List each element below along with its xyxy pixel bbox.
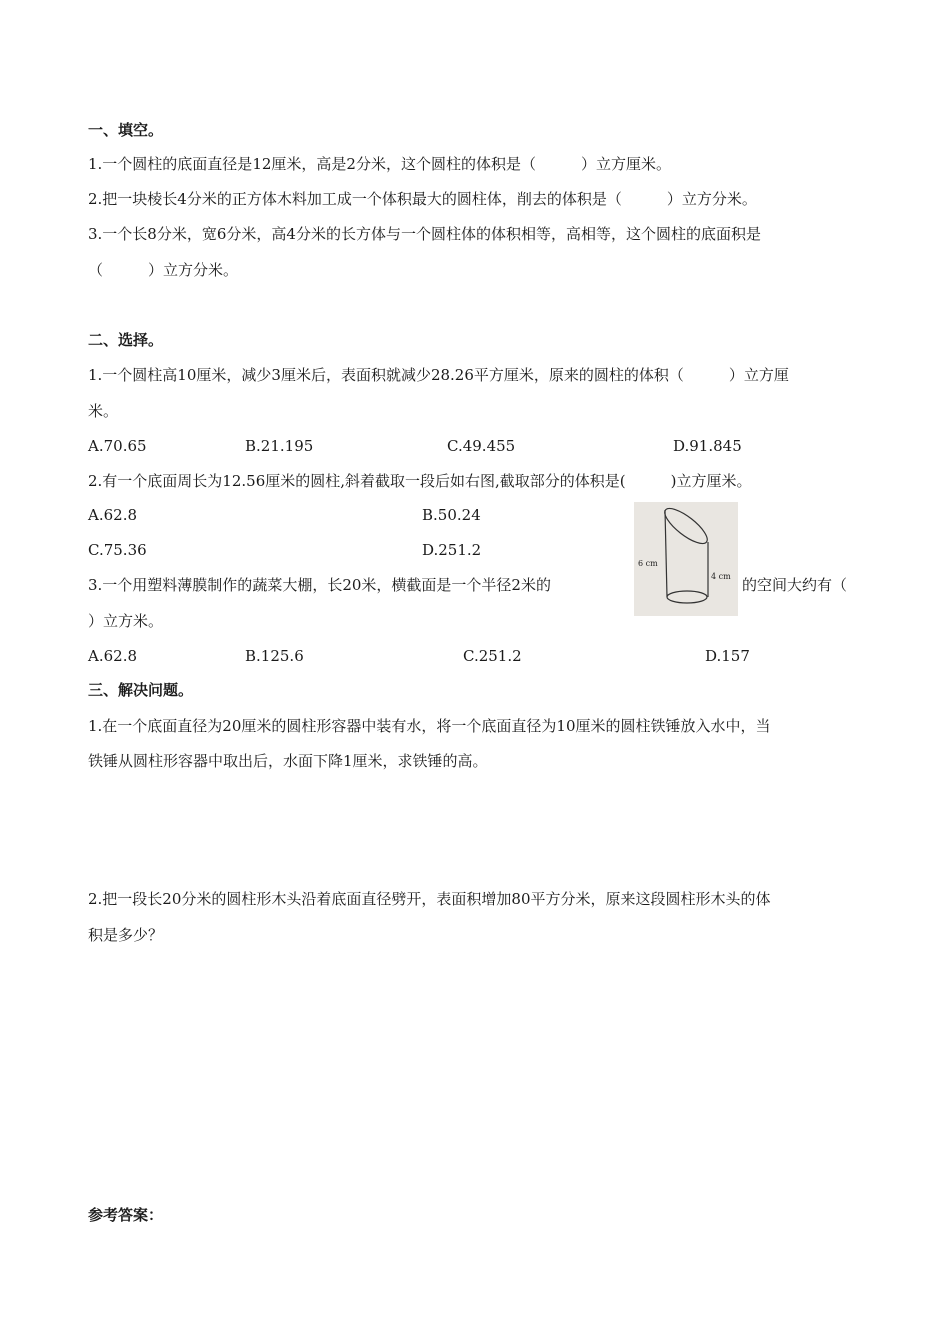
fill-blank-question-3-line-1: 3.一个长8分米，宽6分米，高4分米的长方体与一个圆柱体的体积相等，高相等，这个圆柱的底面积是 (88, 225, 761, 243)
choice-q3-option-c: C.251.2 (463, 647, 522, 665)
choice-q2-option-b: B.50.24 (422, 506, 481, 524)
choice-q1-option-d: D.91.845 (673, 437, 742, 455)
choice-q2-option-c: C.75.36 (88, 541, 147, 559)
choice-question-3-line-1b: 的空间大约有（ (742, 576, 848, 594)
choice-q1-option-a: A.70.65 (88, 437, 147, 455)
choice-q2-option-d: D.251.2 (422, 541, 482, 559)
fill-blank-question-1: 1.一个圆柱的底面直径是12厘米，高是2分米，这个圆柱的体积是（ ）立方厘米。 (88, 155, 671, 173)
choice-question-2-line-1: 2.有一个底面周长为12.56厘米的圆柱,斜着截取一段后如右图,截取部分的体积是( )立方厘米。 (88, 472, 752, 490)
choice-question-3-line-1a: 3.一个用塑料薄膜制作的蔬菜大棚，长20米，横截面是一个半径2米的 (88, 576, 551, 594)
section-heading-solve: 三、解决问题。 (88, 681, 194, 699)
solve-question-2-line-1: 2.把一段长20分米的圆柱形木头沿着底面直径劈开，表面积增加80平方分米，原来这段圆柱形木头的体 (88, 890, 771, 908)
choice-question-1-line-2: 米。 (88, 402, 119, 420)
solve-question-1-line-2: 铁锤从圆柱形容器中取出后，水面下降1厘米，求铁锤的高。 (88, 752, 488, 770)
choice-question-1-line-1: 1.一个圆柱高10厘米，减少3厘米后，表面积就减少28.26平方厘米，原来的圆柱的体积（ ）立方厘 (88, 366, 789, 384)
choice-q1-option-b: B.21.195 (245, 437, 314, 455)
figure-label-4cm: 4 cm (711, 572, 731, 581)
section-heading-fill-blank: 一、填空。 (88, 121, 164, 139)
choice-q3-option-a: A.62.8 (88, 647, 137, 665)
choice-question-3-line-2: ）立方米。 (88, 612, 164, 630)
cut-cylinder-figure (634, 502, 738, 616)
choice-q3-option-d: D.157 (705, 647, 750, 665)
fill-blank-question-3-line-2: （ ）立方分米。 (88, 261, 239, 279)
solve-question-2-line-2: 积是多少？ (88, 926, 164, 944)
choice-q2-option-a: A.62.8 (88, 506, 137, 524)
answers-heading: 参考答案： (88, 1206, 164, 1224)
section-heading-choice: 二、选择。 (88, 331, 164, 349)
choice-q1-option-c: C.49.455 (447, 437, 516, 455)
cut-cylinder-drawing (634, 502, 738, 616)
fill-blank-question-2: 2.把一块棱长4分米的正方体木料加工成一个体积最大的圆柱体，削去的体积是（ ）立方分米。 (88, 190, 757, 208)
figure-label-6cm: 6 cm (638, 559, 658, 568)
choice-q3-option-b: B.125.6 (245, 647, 304, 665)
solve-question-1-line-1: 1.在一个底面直径为20厘米的圆柱形容器中装有水，将一个底面直径为10厘米的圆柱铁锤放入水中，当 (88, 717, 771, 735)
